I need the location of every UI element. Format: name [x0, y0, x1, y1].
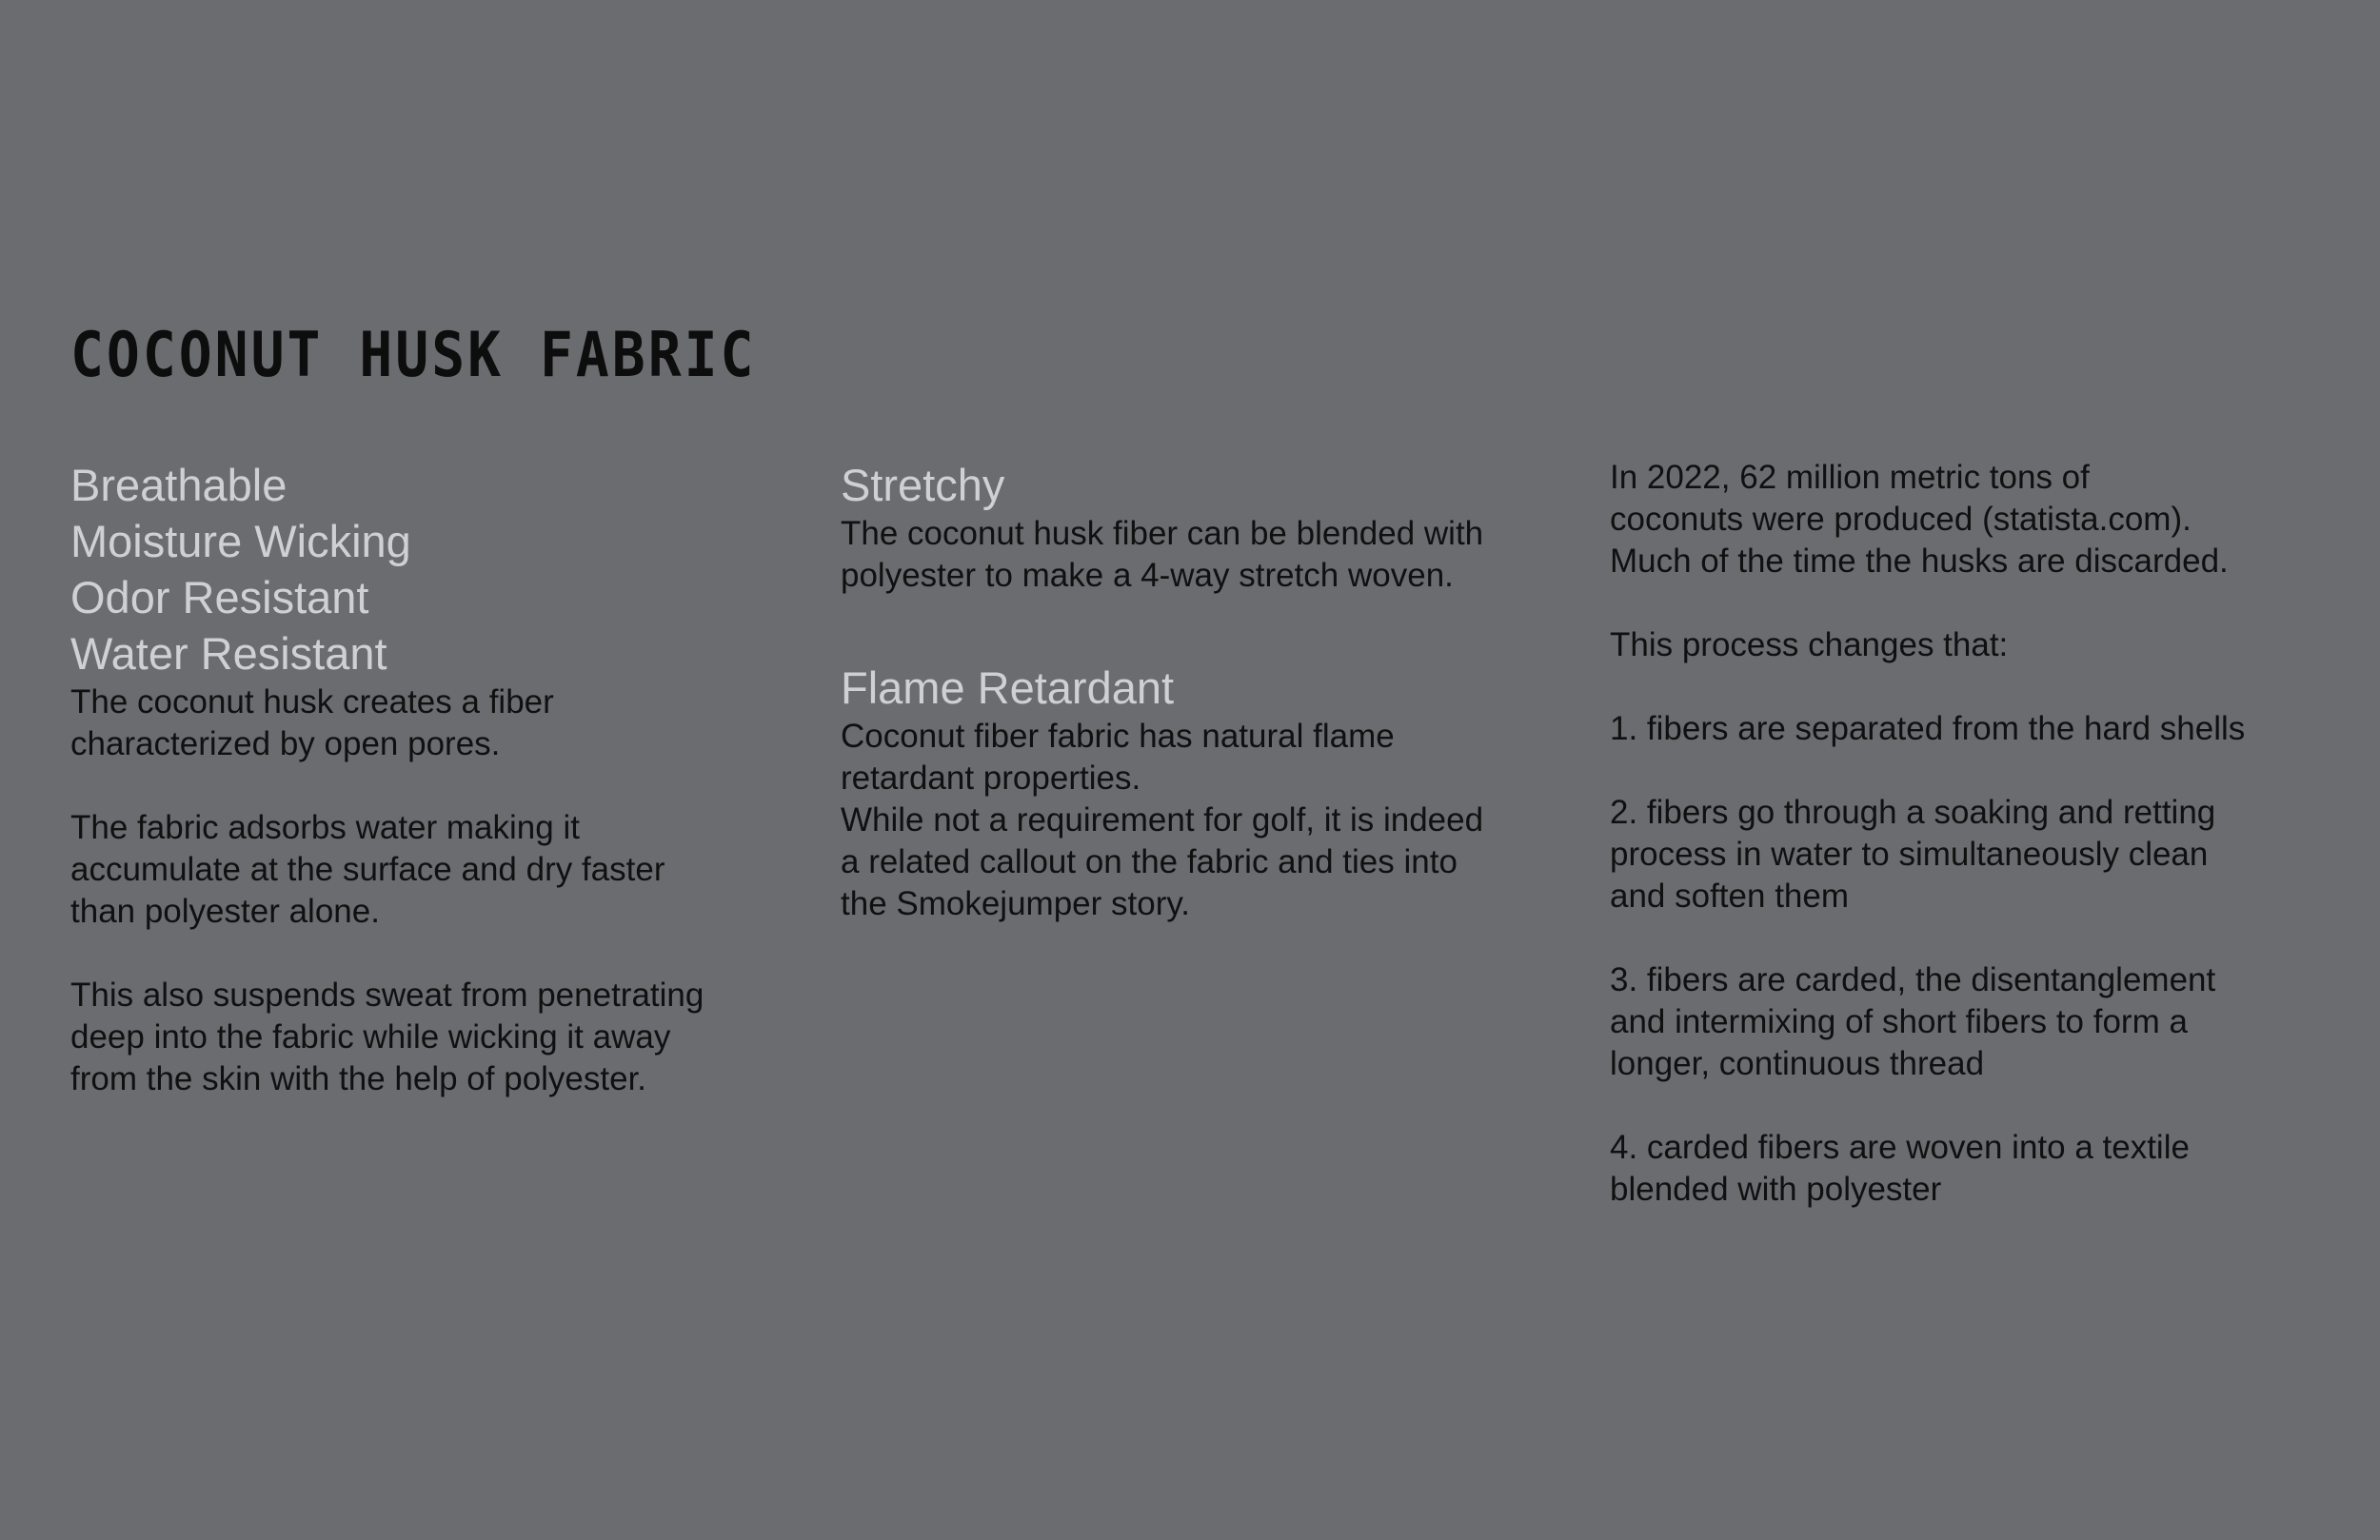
- flame-retardant-paragraph: Coconut fiber fabric has natural flame retardant properties. While not a requirement for golf, it is indeed a related callout on the fabric and ties into the Smokejumper story.: [841, 718, 1484, 922]
- feature-list: [70, 457, 775, 681]
- process-step-1: 1. fibers are separated from the hard shells: [1610, 710, 2246, 747]
- feature-breathable: Breathable: [70, 460, 288, 510]
- production-paragraph: In 2022, 62 million metric tons of coconuts were produced (statista.com). Much of the time the husks are discarded.: [1610, 459, 2229, 580]
- stretchy-heading: Stretchy: [841, 460, 1005, 510]
- process-step-3: 3. fibers are carded, the disentanglement and intermixing of short fibers to form a longer, continuous thread: [1610, 961, 2216, 1082]
- adsorbs-water-paragraph: The fabric adsorbs water making it accumulate at the surface and dry faster than polyester alone.: [70, 809, 665, 930]
- properties-column: [841, 457, 1545, 925]
- feature-water-resistant: Water Resistant: [70, 628, 387, 679]
- suspends-sweat-paragraph: This also suspends sweat from penetrating deep into the fabric while wicking it away from the skin with the help of polyester.: [70, 977, 704, 1097]
- open-pores-paragraph: The coconut husk creates a fiber characterized by open pores.: [70, 683, 554, 762]
- flame-retardant-heading: Flame Retardant: [841, 662, 1175, 713]
- feature-odor-resistant: Odor Resistant: [70, 572, 369, 622]
- feature-moisture-wicking: Moisture Wicking: [70, 516, 411, 566]
- process-column: [1610, 457, 2333, 1211]
- process-step-2: 2. fibers go through a soaking and retting process in water to simultaneously clean and soften them: [1610, 794, 2216, 915]
- benefits-column: [70, 457, 775, 1100]
- stretchy-paragraph: The coconut husk fiber can be blended with polyester to make a 4-way stretch woven.: [841, 515, 1484, 594]
- process-intro: This process changes that:: [1610, 626, 2009, 663]
- process-step-4: 4. carded fibers are woven into a textile blended with polyester: [1610, 1129, 2190, 1208]
- page-title: COCONUT HUSK FABRIC: [70, 318, 757, 391]
